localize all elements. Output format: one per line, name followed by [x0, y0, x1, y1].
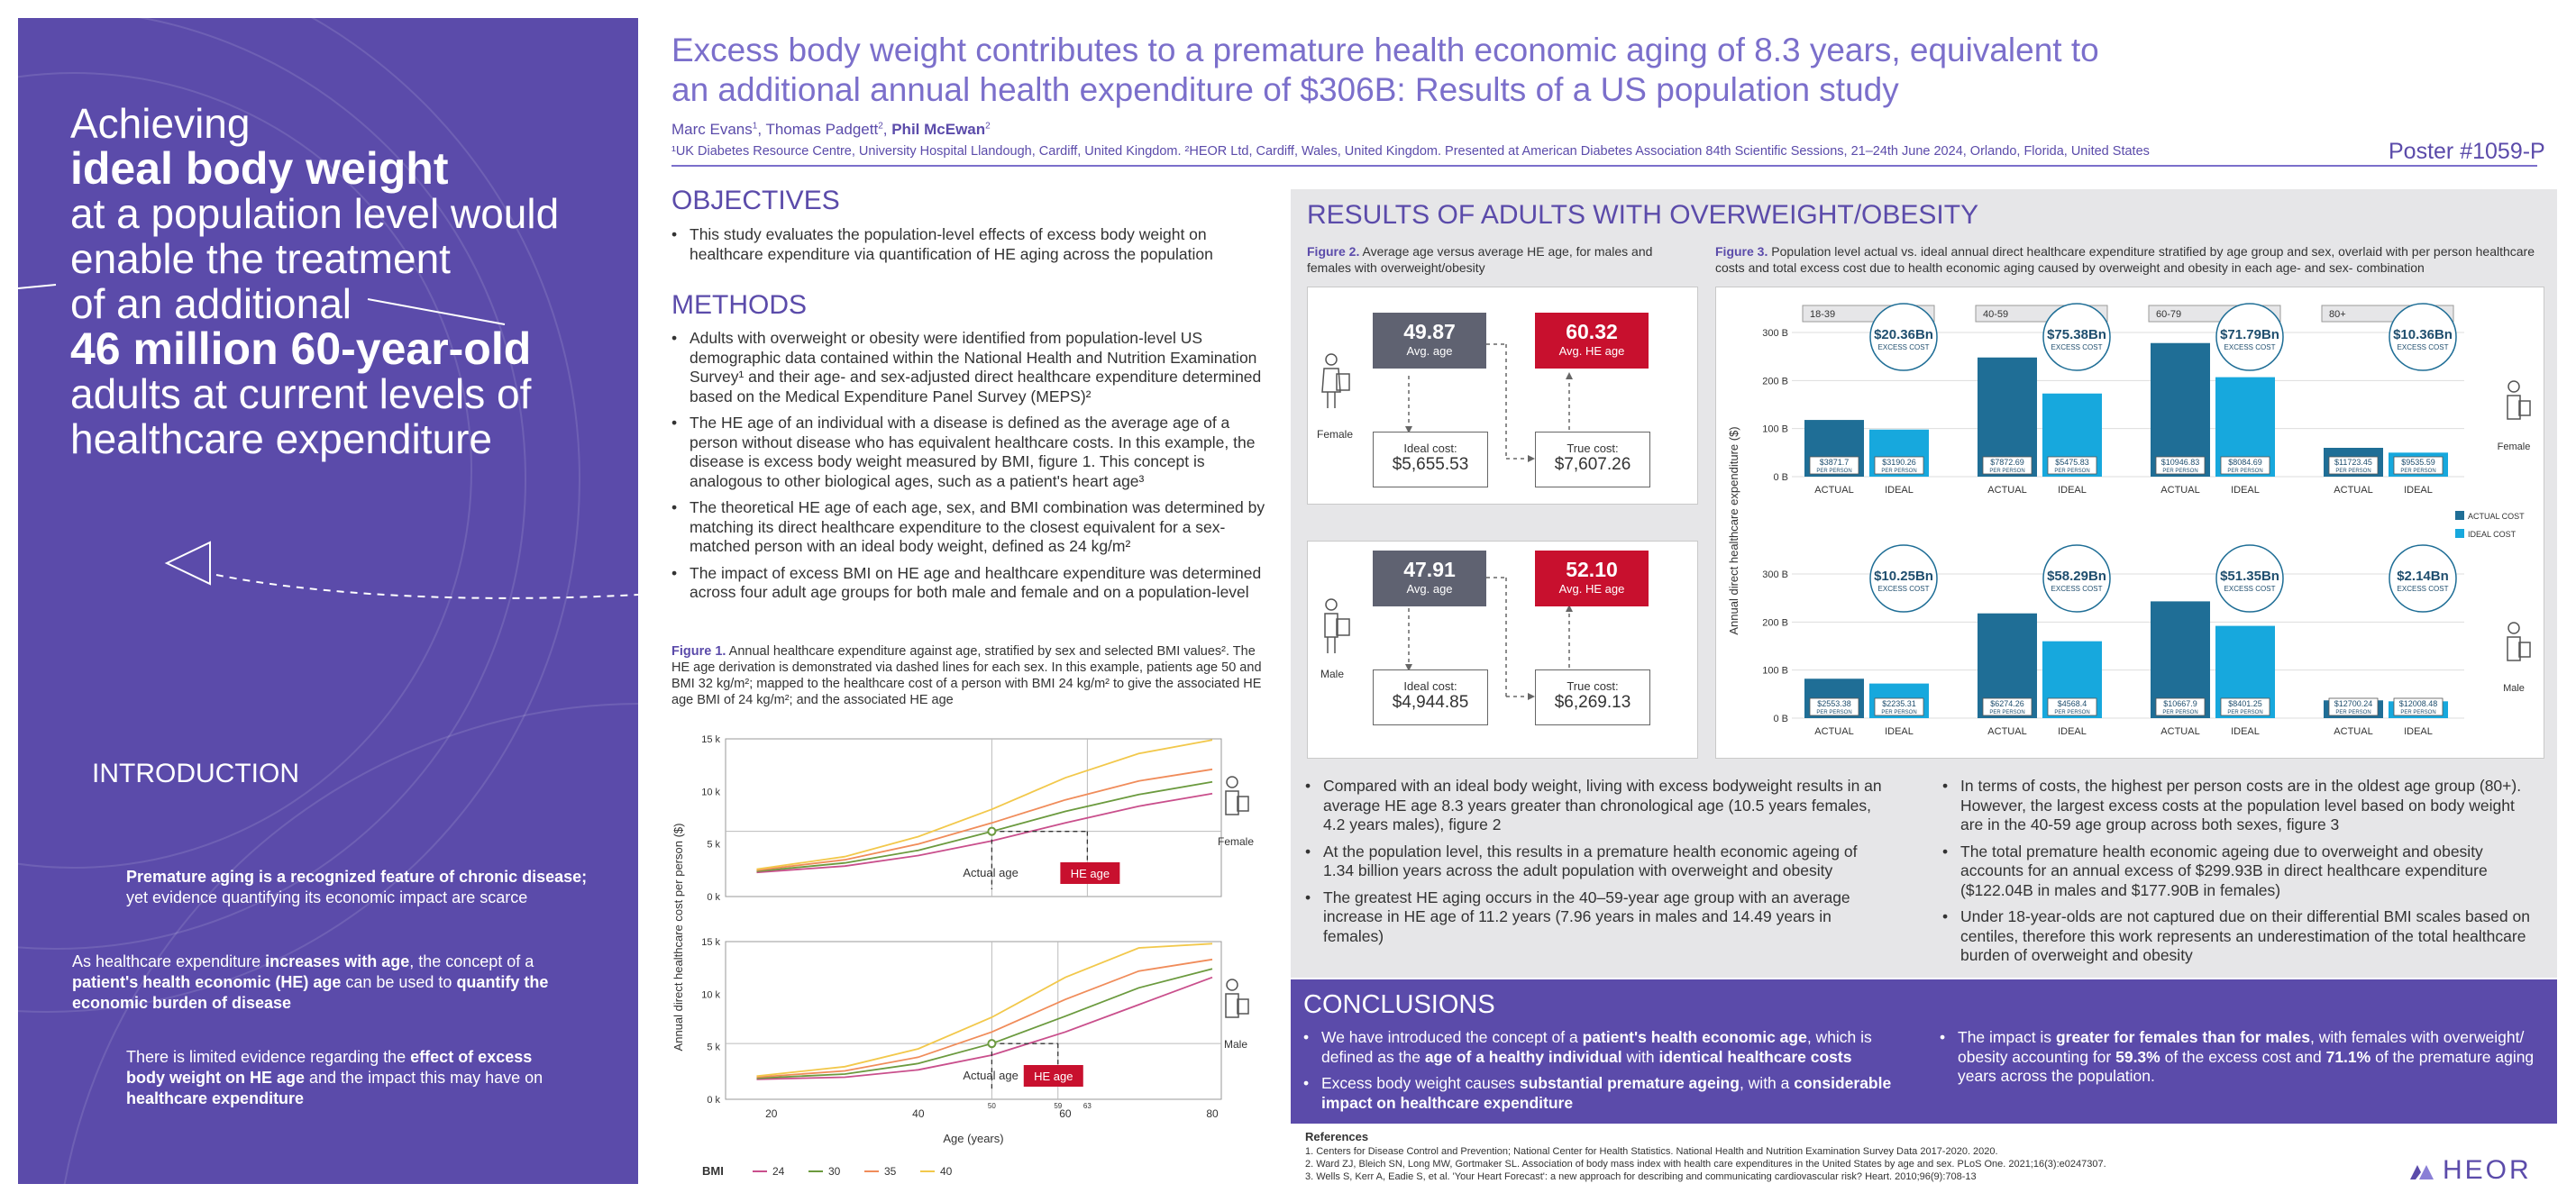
per-person-value: $10667.9 — [2163, 699, 2197, 708]
person-icon — [2508, 381, 2519, 392]
intro-paragraph-3: There is limited evidence regarding the effect of excess body weight on HE age and the impact this may have on healthcare expenditure — [126, 1048, 544, 1107]
per-person-value: $3190.26 — [1882, 458, 1916, 467]
introduction-heading: INTRODUCTION — [92, 759, 299, 788]
per-person-value: $10946.83 — [2160, 458, 2200, 467]
reference-item: 2. Ward ZJ, Bleich SN, Long MW, Gortmaker SL. Association of body mass index with health care expenditures in the United States by age and sex. PLoS One. 2021;16(3):e0247307. — [1305, 1159, 2106, 1170]
intro-paragraph-2: As healthcare expenditure increases with age, the concept of a patient's health economic (HE) age can be used to quantify the economic burden of disease — [72, 952, 549, 1012]
legend-label: IDEAL COST — [2468, 530, 2517, 539]
person-icon — [2507, 396, 2520, 419]
per-person-value: $7872.69 — [1990, 458, 2024, 467]
per-person-label: PER PERSON — [2162, 710, 2198, 715]
x-axis-label: Age (years) — [943, 1132, 1004, 1145]
legend-swatch-ideal — [2455, 529, 2464, 538]
panel-sex-label: Female — [2497, 442, 2531, 452]
results-heading: RESULTS OF ADULTS WITH OVERWEIGHT/OBESITY — [1307, 200, 1979, 230]
excess-cost-label: EXCESS COST — [2051, 343, 2103, 351]
x-tick-marker: 59 — [1054, 1102, 1063, 1110]
list-item: • The HE age of an individual with a disease is defined as the average age of a person without disease who has equivalent healthcare costs. In this example, the disease is excess body weight measured by BMI, figure 1. This concept is analogous to other biological ages, such as a patient's heart age³ — [671, 414, 1275, 491]
y-tick-label: 5 k — [707, 1042, 720, 1053]
male-figure-icon — [1320, 597, 1353, 655]
legend-label: 30 — [828, 1165, 841, 1178]
hero-line-bold: ideal body weight — [70, 143, 449, 194]
figure3-card — [1715, 287, 2544, 759]
list-item: • The greatest HE aging occurs in the 40–59-year age group with an average increase in HE age of 11.2 years (7.96 years in males and 14.49 years in females) — [1305, 888, 1882, 947]
bar-label: ACTUAL — [1814, 485, 1854, 496]
female-he-age-box: 60.32 Avg. HE age — [1535, 313, 1649, 369]
person-icon — [2519, 401, 2530, 415]
heor-logo-icon — [2408, 1160, 2437, 1181]
figure1-caption: Figure 1. Annual healthcare expenditure against age, stratified by sex and selected BMI values². The HE age derivation is demonstrated via dashed lines for each sex. In this example, patients age 50 and BMI 32 kg/m²; mapped to the healthcare cost of a person with BMI 24 kg/m² to give the associated HE age BMI of 24 kg/m²; and the associated HE age — [671, 644, 1262, 707]
y-tick-label: 300 B — [1762, 569, 1788, 580]
hero-line: at a population level would — [70, 190, 560, 237]
hero-statement — [70, 101, 638, 461]
excess-cost-label: EXCESS COST — [2397, 585, 2449, 593]
series-line-bmi-24 — [757, 978, 1213, 1079]
excess-cost-label: EXCESS COST — [2051, 585, 2103, 593]
panel-sex-label: Male — [2503, 683, 2525, 694]
male-label: Male — [1320, 668, 1345, 680]
per-person-value: $4568.4 — [2057, 699, 2087, 708]
legend-title: BMI — [702, 1164, 724, 1178]
figure2-male-card — [1307, 541, 1698, 759]
series-line-bmi-30 — [757, 969, 1213, 1078]
list-item: • In terms of costs, the highest per person costs are in the oldest age group (80+). However, the largest excess costs at the population level based on body weight are in the 40-59 age group across both sexes, figure 3 — [1942, 777, 2537, 835]
legend-label: 40 — [940, 1165, 953, 1178]
hero-line: of an additional — [70, 280, 352, 327]
person-icon — [1238, 999, 1248, 1014]
list-item: • Adults with overweight or obesity were identified from population-level US demographic data contained within the National Health and Nutrition Examination Survey¹ and their age- and sex-adjusted direct healthcare expenditure determined based on the Medical Expenditure Panel Survey (MEPS)² — [671, 329, 1275, 406]
excess-cost-value: $10.36Bn — [2393, 327, 2453, 342]
age-group-label: 18-39 — [1810, 309, 1836, 320]
age-group-label: 60-79 — [2156, 309, 2182, 320]
bar-label: ACTUAL — [2334, 485, 2373, 496]
hero-line: Achieving — [70, 100, 251, 147]
legend-label: 35 — [884, 1165, 897, 1178]
references: References 1. Centers for Disease Control and Prevention; National Center for Health Statistics. National Health and Nutrition Examination Survey Data 2017-2020. 2020. 2. Ward ZJ, Bleich SN, Long MW, Gortmaker SL. Association of body mass index with health care expenditures in the United States by age and sex. PLoS One. 2021;16(3):e0247307. 3. Wells S, Kerr A, Eadie S, et al. 'Your Heart Forecast': a new approach for describing and communicating cardiovascular risk? Heart. 2010;96(9):708-13 — [1305, 1130, 2106, 1182]
actual-age-label: Actual age — [963, 866, 1019, 879]
y-tick-label: 300 B — [1762, 328, 1788, 339]
excess-cost-value: $58.29Bn — [2047, 569, 2106, 584]
per-person-label: PER PERSON — [1989, 469, 2025, 474]
example-point — [988, 828, 995, 835]
he-age-label: HE age — [1070, 867, 1110, 880]
y-tick-label: 0 k — [707, 892, 720, 903]
person-icon — [1226, 994, 1238, 1017]
bar-label: IDEAL — [2231, 726, 2260, 737]
y-tick-label: 10 k — [701, 989, 720, 1001]
list-item: • Excess body weight causes substantial premature ageing, with a considerable impact on healthcare expenditure — [1303, 1074, 1898, 1113]
excess-cost-value: $20.36Bn — [1874, 327, 1933, 342]
results-list-left — [1305, 777, 1882, 953]
person-icon — [2519, 642, 2530, 657]
conclusions-heading: CONCLUSIONS — [1303, 990, 1495, 1019]
excess-cost-value: $10.25Bn — [1874, 569, 1933, 584]
left-panel — [18, 18, 638, 1184]
figure3-chart — [1716, 287, 2544, 758]
person-icon — [1226, 791, 1238, 815]
per-person-label: PER PERSON — [1816, 710, 1852, 715]
person-icon — [2507, 637, 2520, 660]
results-list-right — [1942, 777, 2537, 973]
methods-heading: METHODS — [671, 290, 807, 320]
reference-item: 3. Wells S, Kerr A, Eadie S, et al. 'Your Heart Forecast': a new approach for describing and communicating cardiovascular risk? Heart. 2010;96(9):708-13 — [1305, 1171, 1977, 1182]
per-person-label: PER PERSON — [2335, 710, 2371, 715]
x-tick-label: 20 — [765, 1107, 778, 1120]
excess-cost-value: $75.38Bn — [2047, 327, 2106, 342]
affiliations: ¹UK Diabetes Resource Centre, University Hospital Llandough, Cardiff, United Kingdom. ²HEOR Ltd, Cardiff, Wales, United Kingdom. Presented at American Diabetes Association 84th Scientific Sessions, 21–24th June 2024, Orlando, Florida, United States — [671, 144, 2150, 159]
objectives-heading: OBJECTIVES — [671, 186, 840, 215]
legend-label: 24 — [772, 1165, 785, 1178]
poster-title: Excess body weight contributes to a premature health economic aging of 8.3 years, equivalent to an additional annual health expenditure of $306B: Results of a US population study — [671, 32, 2099, 108]
list-item: • At the population level, this results in a premature health economic ageing of 1.34 billion years across the adult population with overweight and obesity — [1305, 842, 1882, 881]
y-tick-label: 100 B — [1762, 423, 1788, 435]
per-person-label: PER PERSON — [1816, 469, 1852, 474]
age-group-label: 40-59 — [1983, 309, 2009, 320]
per-person-label: PER PERSON — [2335, 469, 2371, 474]
per-person-value: $8401.25 — [2228, 699, 2262, 708]
y-tick-label: 200 B — [1762, 617, 1788, 629]
female-avg-age-box: 49.87 Avg. age — [1373, 313, 1486, 369]
objectives-list — [671, 225, 1266, 271]
x-tick-label: 60 — [1059, 1107, 1072, 1120]
excess-cost-value: $51.35Bn — [2220, 569, 2279, 584]
y-tick-label: 5 k — [707, 839, 720, 851]
intro-paragraph-1: Premature aging is a recognized feature of chronic disease; yet evidence quantifying its economic impact are scarce — [126, 868, 588, 906]
bar-label: IDEAL — [2058, 485, 2087, 496]
conclusions-list-right — [1940, 1028, 2535, 1094]
per-person-value: $2553.38 — [1817, 699, 1851, 708]
conclusions-list-left — [1303, 1028, 1898, 1120]
y-tick-label: 200 B — [1762, 376, 1788, 387]
hero-line: enable the treatment — [70, 235, 451, 282]
person-icon — [1238, 797, 1248, 811]
per-person-label: PER PERSON — [2054, 710, 2090, 715]
male-true-cost-box: True cost: $6,269.13 — [1535, 669, 1650, 725]
y-axis-label: Annual direct healthcare cost per person ($) — [671, 823, 685, 1052]
female-figure-icon — [1320, 352, 1353, 410]
reference-item: 1. Centers for Disease Control and Prevention; National Center for Health Statistics. National Health and Nutrition Examination Survey Data 2017-2020. 2020. — [1305, 1146, 1998, 1157]
conclusions-panel — [1291, 979, 2557, 1124]
per-person-label: PER PERSON — [2227, 469, 2263, 474]
per-person-label: PER PERSON — [1881, 469, 1917, 474]
heor-logo: HEOR — [2408, 1155, 2532, 1186]
bar-label: IDEAL — [2404, 726, 2433, 737]
male-avg-age-box: 47.91 Avg. age — [1373, 551, 1486, 606]
y-tick-label: 0 B — [1773, 714, 1788, 724]
per-person-value: $8084.69 — [2228, 458, 2262, 467]
male-ideal-cost-box: Ideal cost: $4,944.85 — [1373, 669, 1488, 725]
per-person-label: PER PERSON — [2400, 469, 2436, 474]
excess-cost-label: EXCESS COST — [2224, 343, 2276, 351]
list-item: • This study evaluates the population-level effects of excess body weight on healthcare expenditure via quantification of HE aging across the population — [671, 225, 1266, 264]
series-line-bmi-30 — [757, 782, 1213, 871]
legend-swatch-actual — [2455, 511, 2464, 520]
he-age-label: HE age — [1034, 1070, 1073, 1083]
bar-label: IDEAL — [1885, 485, 1914, 496]
x-tick-label: 40 — [912, 1107, 925, 1120]
y-tick-label: 10 k — [701, 787, 720, 798]
person-icon — [1227, 979, 1238, 990]
x-tick-marker: 50 — [987, 1102, 996, 1110]
figure2-caption: Figure 2. Average age versus average HE age, for males and females with overweight/obesity — [1307, 244, 1653, 275]
excess-cost-label: EXCESS COST — [2397, 343, 2449, 351]
female-label: Female — [1317, 428, 1354, 441]
bar-label: IDEAL — [1885, 726, 1914, 737]
person-icon — [2508, 623, 2519, 633]
per-person-label: PER PERSON — [2227, 710, 2263, 715]
female-ideal-cost-box: Ideal cost: $5,655.53 — [1373, 432, 1488, 487]
y-tick-label: 0 k — [707, 1095, 720, 1106]
actual-age-label: Actual age — [963, 1069, 1019, 1082]
list-item: • The total premature health economic ageing due to overweight and obesity accounts for an annual excess of $299.93B in direct healthcare expenditure ($122.04B in males and $177.90B in females) — [1942, 842, 2537, 901]
excess-cost-label: EXCESS COST — [1877, 585, 1930, 593]
bar-label: IDEAL — [2231, 485, 2260, 496]
figure1-chart — [671, 730, 1275, 1180]
example-point — [988, 1040, 995, 1047]
excess-cost-value: $71.79Bn — [2220, 327, 2279, 342]
female-true-cost-box: True cost: $7,607.26 — [1535, 432, 1650, 487]
list-item: • The theoretical HE age of each age, sex, and BMI combination was determined by matching its direct healthcare expenditure to the closest equivalent for a sex-matched person with an ideal body weight, defined as 24 kg/m² — [671, 498, 1275, 557]
poster-number: Poster #1059-P — [2389, 139, 2545, 164]
series-line-bmi-35 — [757, 769, 1213, 870]
triangle-icon — [167, 542, 210, 584]
hero-line: healthcare expenditure — [70, 415, 492, 462]
excess-cost-value: $2.14Bn — [2397, 569, 2449, 584]
bar-label: ACTUAL — [2160, 726, 2200, 737]
excess-cost-label: EXCESS COST — [1877, 343, 1930, 351]
list-item: • The impact is greater for females than for males, with females with overweight/ obesity accounting for 59.3% of the excess cost and 71.1% of the premature aging years across the population. — [1940, 1028, 2535, 1087]
list-item: • Under 18-year-olds are not captured due on their differential BMI scales based on centiles, therefore this work represents an underestimation of the total healthcare burden of overweight and obesity — [1942, 907, 2537, 966]
per-person-value: $12008.48 — [2398, 699, 2438, 708]
per-person-label: PER PERSON — [2054, 469, 2090, 474]
y-tick-label: 15 k — [701, 734, 720, 745]
figure3-caption: Figure 3. Population level actual vs. ideal annual direct healthcare expenditure stratified by age group and sex, overlaid with per person healthcare costs and total excess cost due to health economic aging caused by overweight and obesity in each age- and sex- combination — [1715, 244, 2535, 275]
age-group-label: 80+ — [2329, 309, 2346, 320]
per-person-value: $6274.26 — [1990, 699, 2024, 708]
panel-sex-label: Female — [1217, 835, 1255, 848]
list-item: • The impact of excess BMI on HE age and healthcare expenditure was determined across four adult age groups for both male and female and on a population-level — [671, 564, 1275, 603]
header-divider — [671, 165, 2537, 167]
bar-label: ACTUAL — [2334, 726, 2373, 737]
authors: Marc Evans$^1$, Thomas Padgett$^2$, Phil McEwan$^2$ — [671, 121, 991, 138]
bar-label: ACTUAL — [2160, 485, 2200, 496]
person-icon — [1227, 777, 1238, 788]
per-person-label: PER PERSON — [2400, 710, 2436, 715]
panel-sex-label: Male — [1223, 1038, 1248, 1051]
methods-list — [671, 329, 1275, 610]
y-tick-label: 100 B — [1762, 665, 1788, 677]
y-axis-label: Annual direct healthcare expenditure ($) — [1727, 426, 1740, 635]
bar-label: ACTUAL — [1814, 726, 1854, 737]
figure2-female-card — [1307, 287, 1698, 505]
list-item: • Compared with an ideal body weight, living with excess bodyweight results in an average HE age 8.3 years greater than chronological age (10.5 years females, 4.2 years males), figure 2 — [1305, 777, 1882, 835]
excess-cost-label: EXCESS COST — [2224, 585, 2276, 593]
per-person-label: PER PERSON — [1881, 710, 1917, 715]
male-he-age-box: 52.10 Avg. HE age — [1535, 551, 1649, 606]
x-tick-marker: 63 — [1082, 1102, 1092, 1110]
y-tick-label: 15 k — [701, 937, 720, 948]
legend-label: ACTUAL COST — [2468, 512, 2525, 521]
list-item: • We have introduced the concept of a patient's health economic age, which is defined as the age of a healthy individual with identical healthcare costs — [1303, 1028, 1898, 1067]
x-tick-label: 80 — [1206, 1107, 1219, 1120]
per-person-value: $11723.45 — [2334, 458, 2372, 467]
per-person-label: PER PERSON — [1989, 710, 2025, 715]
per-person-value: $2235.31 — [1882, 699, 1916, 708]
hero-line: adults at current levels of — [70, 370, 532, 417]
per-person-value: $5475.83 — [2055, 458, 2089, 467]
bar-label: ACTUAL — [1987, 485, 2027, 496]
per-person-value: $3871.7 — [1819, 458, 1850, 467]
per-person-value: $12700.24 — [2334, 699, 2373, 708]
hero-line-bold: 46 million 60-year-old — [70, 323, 532, 374]
bar-label: ACTUAL — [1987, 726, 2027, 737]
y-tick-label: 0 B — [1773, 472, 1788, 483]
bar-label: IDEAL — [2058, 726, 2087, 737]
per-person-label: PER PERSON — [2162, 469, 2198, 474]
bar-label: IDEAL — [2404, 485, 2433, 496]
series-line-bmi-35 — [757, 960, 1213, 1078]
per-person-value: $9535.59 — [2401, 458, 2435, 467]
